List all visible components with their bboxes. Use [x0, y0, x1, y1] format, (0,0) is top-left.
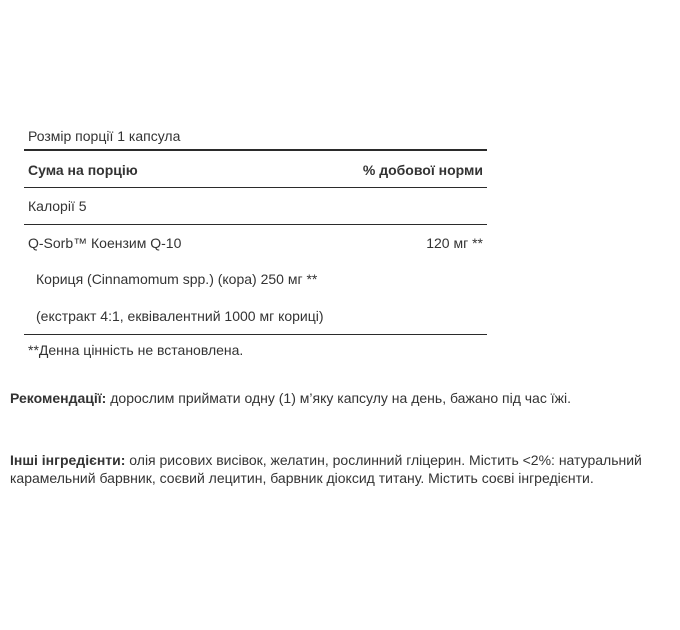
footnote-text: **Денна цінність не встановлена.	[28, 342, 244, 358]
ingredient-row	[24, 260, 487, 297]
ingredient-name: Q-Sorb™ Коензим Q-10	[28, 234, 182, 251]
serving-size: Розмір порції 1 капсула	[28, 127, 181, 144]
serving-size-row	[24, 118, 487, 149]
footnote	[24, 334, 487, 377]
daily-value-label: % добової норми	[362, 162, 483, 178]
other-ingredients-text: олія рисових висівок, желатин, рослинний гліцерин. Містить <2%: натуральний карамельний барвник, соєвий лецитин, барвник діоксид титану. Містить соєві інгредієнти.	[10, 452, 642, 486]
supplement-facts-panel	[24, 118, 487, 377]
amount-per-serving-label: Сума на порцію	[28, 162, 138, 178]
ingredient-name: Кориця (Cinnamomum spp.) (кора) 250 мг **	[36, 270, 318, 287]
other-ingredients-label: Інші інгредієнти:	[10, 452, 126, 468]
calories-row	[24, 187, 487, 224]
ingredient-row	[24, 297, 487, 334]
ingredient-amount: 120 мг **	[426, 234, 483, 251]
ingredient-row	[24, 224, 487, 260]
amount-header-row	[24, 149, 487, 187]
recommendations-paragraph	[10, 389, 670, 407]
recommendations-text: дорослим приймати одну (1) м’яку капсулу на день, бажано під час їжі.	[106, 390, 571, 406]
ingredient-name: (екстракт 4:1, еквівалентний 1000 мг кориці)	[36, 307, 324, 324]
other-ingredients-paragraph	[10, 451, 670, 487]
recommendations-label: Рекомендації:	[10, 390, 107, 406]
calories-value: Калорії 5	[28, 198, 87, 214]
